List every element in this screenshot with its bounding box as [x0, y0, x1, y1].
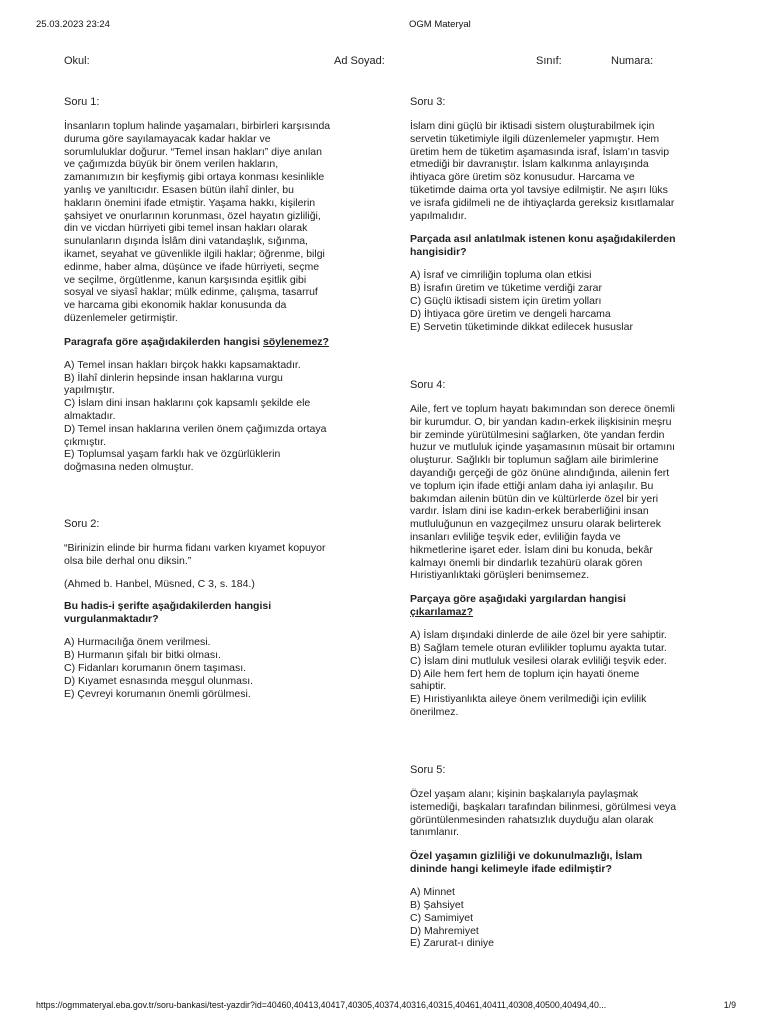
- answer-options: [410, 886, 716, 950]
- option-a[interactable]: A) İslam dışındaki dinlerde de aile özel bir yere sahiptir.: [410, 629, 667, 642]
- question-passage: “Birinizin elinde bir hurma fidanı varken kıyamet kopuyor olsa bile derhal onu diksin.”: [64, 542, 326, 567]
- option-b[interactable]: B) İlahî dinlerin hepsinde insan haklarına vurgu yapılmıştır.: [64, 371, 283, 397]
- answer-options: [410, 629, 716, 719]
- option-c[interactable]: C) Samimiyet: [410, 911, 474, 924]
- question-source: (Ahmed b. Hanbel, Müsned, C 3, s. 184.): [64, 577, 255, 590]
- question-5: [410, 764, 716, 950]
- page-url: https://ogmmateryal.eba.gov.tr/soru-bankasi/test-yazdir?id=40460,40413,40417,40305,40374,40316,40315,40461,40411,40308,40500,40494,40...: [36, 1000, 607, 1010]
- question-title: Soru 2:: [64, 518, 100, 530]
- stem-emphasis: söylenemez?: [263, 335, 329, 348]
- question-passage: Özel yaşam alanı; kişinin başkalarıyla paylaşmak istemediği, başkaları tarafından bilinmesi, görülmesi veya görüntülenmesinden rahatsızlık duyduğu alan olarak tanımlanır.: [410, 788, 677, 839]
- stem-emphasis: vurgulanmaktadır?: [64, 613, 159, 626]
- option-c[interactable]: C) İslam dini mutluluk vesilesi olarak evliliği teşvik eder.: [410, 654, 667, 667]
- option-e[interactable]: E) Servetin tüketiminde dikkat edilecek hususlar: [410, 320, 633, 333]
- option-a[interactable]: A) Hurmacılığa önem verilmesi.: [64, 636, 211, 649]
- question-3: [410, 96, 716, 333]
- option-d[interactable]: D) Temel insan haklarına verilen önem çağımızda ortaya çıkmıştır.: [64, 422, 327, 448]
- print-header: [0, 0, 768, 40]
- option-d[interactable]: D) Mahremiyet: [410, 924, 479, 937]
- option-b[interactable]: B) İsrafın üretim ve tüketime verdiği zarar: [410, 282, 602, 295]
- question-title: Soru 4:: [410, 379, 446, 391]
- option-c[interactable]: C) Güçlü iktisadi sistem için üretim yolları: [410, 294, 602, 307]
- question-stem: Özel yaşamın gizliliği ve dokunulmazlığı, İslam dininde hangi kelimeyle ifade edilmiştir?: [410, 850, 643, 876]
- stem-emphasis: çıkarılamaz?: [410, 606, 474, 619]
- number-label: Numara:: [611, 55, 654, 67]
- class-label: Sınıf:: [536, 55, 562, 67]
- option-e[interactable]: E) Çevreyi korumanın önemli görülmesi.: [64, 687, 251, 700]
- name-label: Ad Soyad:: [334, 55, 385, 67]
- option-d[interactable]: D) Kıyamet esnasında meşgul olunması.: [64, 674, 254, 687]
- option-d[interactable]: D) İhtiyaca göre üretim ve dengeli harcama: [410, 307, 611, 320]
- option-b[interactable]: B) Şahsiyet: [410, 898, 464, 911]
- question-passage: İslam dini güçlü bir iktisadi sistem oluşturabilmek için servetin tüketimiyle ilgili düzenlemeler yapmıştır. Hem üretim hem de tüketim aşamasında israf, İslam’ın tasvip etmediği bir davranıştır. İslam kalkınma anlayışında ihtiyaca göre üretim söz konusudur. Harcama ve tüketimde daima orta yol tavsiye edilmiştir. Ne aşırı lüks ve israfa gidilmeli ne de ihtiyaçlarda gereksiz kısıtlamalar yapılmalıdır.: [410, 120, 675, 222]
- print-footer: [0, 984, 768, 1024]
- option-a[interactable]: A) Temel insan hakları birçok hakkı kapsamaktadır.: [64, 358, 301, 371]
- option-c[interactable]: C) İslam dini insan haklarını çok kapsamlı şekilde ele almaktadır.: [64, 397, 311, 422]
- question-title: Soru 1:: [64, 96, 100, 108]
- question-title: Soru 5:: [410, 764, 446, 776]
- student-info-row: [0, 55, 768, 75]
- question-1: [64, 96, 364, 474]
- school-label: Okul:: [64, 55, 90, 67]
- question-stem: Parçada asıl anlatılmak istenen konu aşağıdakilerden hangisidir?: [410, 233, 676, 259]
- page-number: 1/9: [723, 1000, 736, 1010]
- answer-options: [64, 359, 364, 474]
- option-c[interactable]: C) Fidanları korumanın önem taşıması.: [64, 661, 247, 674]
- option-d[interactable]: D) Aile hem fert hem de toplum için hayati öneme sahiptir.: [410, 667, 640, 693]
- question-2: [64, 518, 364, 700]
- question-passage: İnsanların toplum halinde yaşamaları, birbirleri karşısında duruma göre sayılamayacak kadar haklar ve sorumluluklar doğurur. “Temel insan hakları” diye anılan ve çağımızda büyük bir önem verilen hakların, zamanımızın bir keşfiymiş gibi ortaya konması kesinlikle yanlış ve yanıltıcıdır. Esasen bütün ilahî dinler, bu hakların önemini ifade etmiştir. Yaşama hakkı, kişilerin şahsiyet ve onurlarının korunması, özel hayatın gizliliği, din ve vicdan hürriyeti gibi temel insan hakları olarak sunulanların dışında İslâm dini vatandaşlık, sığınma, ikamet, seyahat ve güvenlikle ilgili haklar; öğrenme, bilgi edinme, haber alma, düşünce ve ifade hürriyeti, seçme ve seçilme, örgütlenme, kanun karşısında eşitlik gibi sosyal ve siyasî haklar; mülk edinme, çalışma, tasarruf ve harcama gibi ekonomik haklar konusunda da düzenlemeler getirmiştir.: [64, 120, 331, 324]
- stem-text: Parçaya göre aşağıdaki yargılardan hangisi: [410, 593, 626, 606]
- question-stem: [64, 600, 364, 626]
- stem-text: Bu hadis-i şerifte aşağıdakilerden hangisi: [64, 600, 272, 613]
- option-a[interactable]: A) İsraf ve cimriliğin topluma olan etkisi: [410, 269, 592, 282]
- site-title: OGM Materyal: [409, 19, 471, 30]
- question-4: [410, 379, 716, 719]
- question-stem: [64, 336, 364, 349]
- question-title: Soru 3:: [410, 96, 446, 108]
- question-passage: Aile, fert ve toplum hayatı bakımından son derece önemli bir kurumdur. O, bir yandan kadın-erkek ilişkisinin meşru bir zeminde yürütülmesini sağlarken, öte yandan ferdin huzur ve mutluluk içinde yaşamasının müsait bir ortamını oluşturur. Sağlıklı bir toplumun sağlam aile birimlerine dayandığı gerçeği de göz önüne alındığında, ailenin fert ve toplum için ifade ettiği anlam daha iyi anlaşılır. Bu bakımdan ailenin bütün din ve kültürlerde özel bir yeri vardır. İslam dini ise kadın-erkek beraberliğini insan mutluluğunun en vazgeçilmez unsuru olarak belirterek insanları evliliğe teşvik eder, evliliğin fayda ve hikmetlerine işaret eder. İslam dini bu konuda, bekâr kalmayı önemli bir dindarlık tezahürü olarak gören Hıristiyanlıktaki görüşleri benimsemez.: [410, 403, 675, 582]
- option-e[interactable]: E) Toplumsal yaşam farklı hak ve özgürlüklerin doğmasına neden olmuştur.: [64, 448, 281, 474]
- option-e[interactable]: E) Hıristiyanlıkta aileye önem verilmediği için evlilik önerilmez.: [410, 693, 647, 718]
- answer-options: [64, 636, 364, 700]
- option-b[interactable]: B) Sağlam temele oturan evlilikler toplumu ayakta tutar.: [410, 641, 667, 654]
- option-b[interactable]: B) Hurmanın şifalı bir bitki olması.: [64, 649, 221, 662]
- answer-options: [410, 269, 716, 333]
- stem-text: Paragrafa göre aşağıdakilerden hangisi: [64, 335, 263, 348]
- option-e[interactable]: E) Zarurat-ı diniye: [410, 937, 495, 950]
- option-a[interactable]: A) Minnet: [410, 886, 455, 899]
- print-datetime: 25.03.2023 23:24: [36, 19, 110, 30]
- question-stem: [410, 593, 716, 619]
